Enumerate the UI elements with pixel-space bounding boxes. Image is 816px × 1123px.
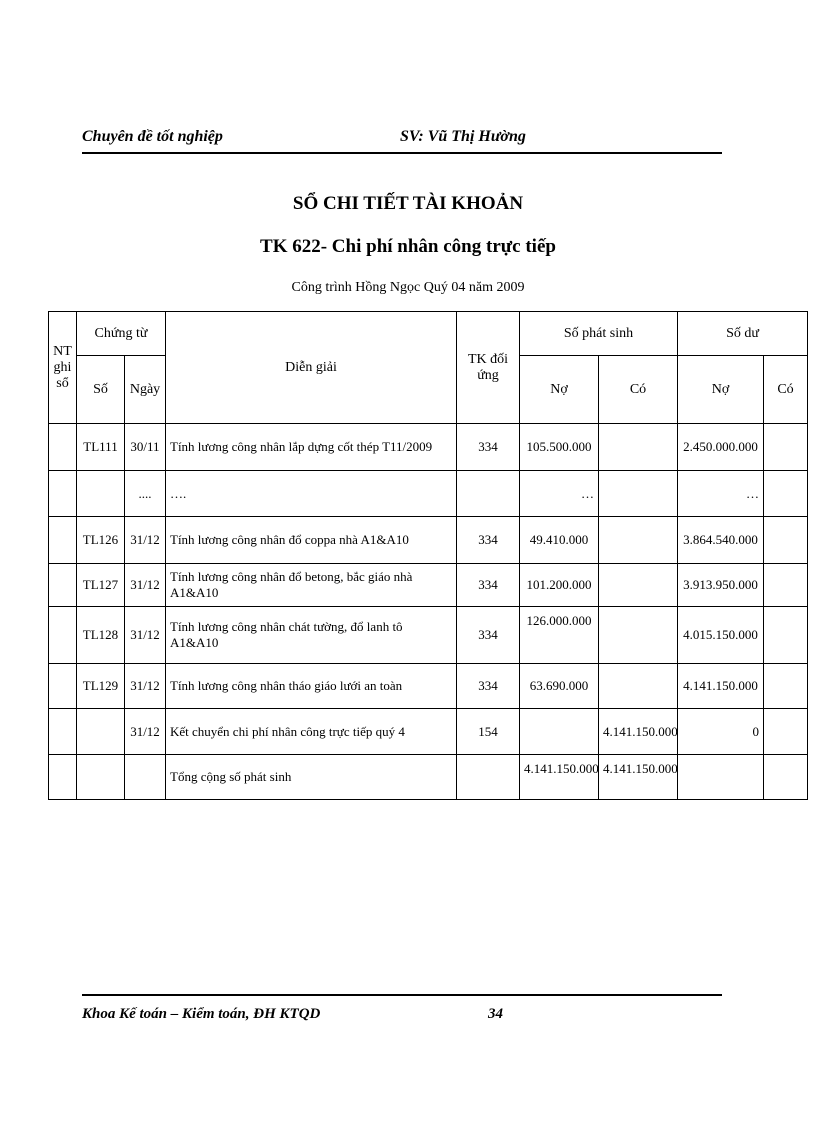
header-dien-giai: Diễn giải <box>166 312 457 424</box>
cell-dien-giai: Kết chuyển chi phí nhân công trực tiếp quý 4 <box>166 709 457 755</box>
cell-ps-co: 4.141.150.000 <box>599 709 678 755</box>
cell-ps-no: 105.500.000 <box>520 424 599 471</box>
cell-du-no: 0 <box>678 709 764 755</box>
cell-so: TL129 <box>77 664 125 709</box>
page-number: 34 <box>488 1006 503 1022</box>
table-row <box>49 709 808 755</box>
cell-du-co <box>764 517 808 564</box>
cell-ps-no: … <box>520 471 599 517</box>
header-ps-co: Có <box>599 356 678 424</box>
cell-du-no: 3.913.950.000 <box>678 564 764 607</box>
cell-so <box>77 471 125 517</box>
header-nt-ghi-so: NT ghi sổ <box>49 312 77 424</box>
cell-ngay: 31/12 <box>125 564 166 607</box>
ledger-table <box>48 311 808 800</box>
cell-ngay: 31/12 <box>125 607 166 664</box>
total-ps-no: 4.141.150.000 <box>520 755 599 800</box>
cell-so: TL126 <box>77 517 125 564</box>
cell-du-co <box>764 664 808 709</box>
header-chung-tu: Chứng từ <box>77 312 166 356</box>
cell-nt <box>49 664 77 709</box>
cell-so: TL111 <box>77 424 125 471</box>
cell-tk: 154 <box>457 709 520 755</box>
cell-ps-co <box>599 607 678 664</box>
document-title: SỔ CHI TIẾT TÀI KHOẢN <box>292 193 524 214</box>
cell-tk: 334 <box>457 607 520 664</box>
cell-ps-co <box>599 564 678 607</box>
page-header <box>82 126 722 154</box>
cell-ps-co <box>599 471 678 517</box>
cell-dien-giai: …. <box>166 471 457 517</box>
table-row <box>49 607 808 664</box>
cell-du-co <box>764 607 808 664</box>
cell-nt <box>49 471 77 517</box>
cell-du-no: 3.864.540.000 <box>678 517 764 564</box>
cell-nt <box>49 607 77 664</box>
cell-nt <box>49 517 77 564</box>
cell-ps-no: 49.410.000 <box>520 517 599 564</box>
cell-du-no: 4.141.150.000 <box>678 664 764 709</box>
footer-faculty: Khoa Kế toán – Kiểm toán, ĐH KTQD <box>82 1006 321 1022</box>
header-ngay: Ngày <box>125 356 166 424</box>
header-so-du: Số dư <box>678 312 808 356</box>
cell-dien-giai: Tính lương công nhân đổ betong, bắc giáo nhà A1&A10 <box>166 564 457 607</box>
table-row <box>49 424 808 471</box>
table-row <box>49 517 808 564</box>
cell-nt <box>49 709 77 755</box>
cell-ps-co <box>599 664 678 709</box>
cell-ps-no <box>520 709 599 755</box>
cell-du-co <box>764 564 808 607</box>
cell-du-no: … <box>678 471 764 517</box>
cell-du-no: 2.450.000.000 <box>678 424 764 471</box>
total-label: Tổng cộng số phát sinh <box>166 755 457 800</box>
table-row <box>49 564 808 607</box>
cell-du-no: 4.015.150.000 <box>678 607 764 664</box>
cell-ngay: 31/12 <box>125 517 166 564</box>
cell-ngay: .... <box>125 471 166 517</box>
header-tk-doi-ung: TK đối ứng <box>457 312 520 424</box>
cell-tk: 334 <box>457 664 520 709</box>
cell-so <box>77 709 125 755</box>
total-ps-co: 4.141.150.000 <box>599 755 678 800</box>
cell-so: TL128 <box>77 607 125 664</box>
cell-ps-no: 101.200.000 <box>520 564 599 607</box>
header-ps-no: Nợ <box>520 356 599 424</box>
page-footer <box>82 994 722 1022</box>
cell-ps-no: 63.690.000 <box>520 664 599 709</box>
cell-du-co <box>764 471 808 517</box>
cell-du-co <box>764 424 808 471</box>
table-row <box>49 471 808 517</box>
cell-ngay: 31/12 <box>125 664 166 709</box>
header-du-no: Nợ <box>678 356 764 424</box>
cell-tk: 334 <box>457 424 520 471</box>
header-du-co: Có <box>764 356 808 424</box>
header-author: SV: Vũ Thị Hường <box>400 128 526 145</box>
cell-nt <box>49 564 77 607</box>
cell-tk: 334 <box>457 517 520 564</box>
header-so: Số <box>77 356 125 424</box>
account-title: TK 622- Chi phí nhân công trực tiếp <box>260 236 556 257</box>
cell-ps-no: 126.000.000 <box>520 607 599 664</box>
cell-nt <box>49 424 77 471</box>
cell-tk: 334 <box>457 564 520 607</box>
cell-tk <box>457 471 520 517</box>
cell-dien-giai: Tính lương công nhân tháo giáo lưới an toàn <box>166 664 457 709</box>
header-left-text: Chuyên đề tốt nghiệp <box>82 128 223 145</box>
cell-dien-giai: Tính lương công nhân chát tường, đổ lanh tô A1&A10 <box>166 607 457 664</box>
header-so-phat-sinh: Số phát sinh <box>520 312 678 356</box>
cell-ngay: 30/11 <box>125 424 166 471</box>
cell-so: TL127 <box>77 564 125 607</box>
table-row <box>49 664 808 709</box>
cell-du-co <box>764 709 808 755</box>
cell-ps-co <box>599 424 678 471</box>
total-row <box>49 755 808 800</box>
cell-dien-giai: Tính lương công nhân lắp dựng cốt thép T11/2009 <box>166 424 457 471</box>
cell-ps-co <box>599 517 678 564</box>
project-caption: Công trình Hồng Ngọc Quý 04 năm 2009 <box>291 280 525 295</box>
cell-dien-giai: Tính lương công nhân đổ coppa nhà A1&A10 <box>166 517 457 564</box>
cell-ngay: 31/12 <box>125 709 166 755</box>
